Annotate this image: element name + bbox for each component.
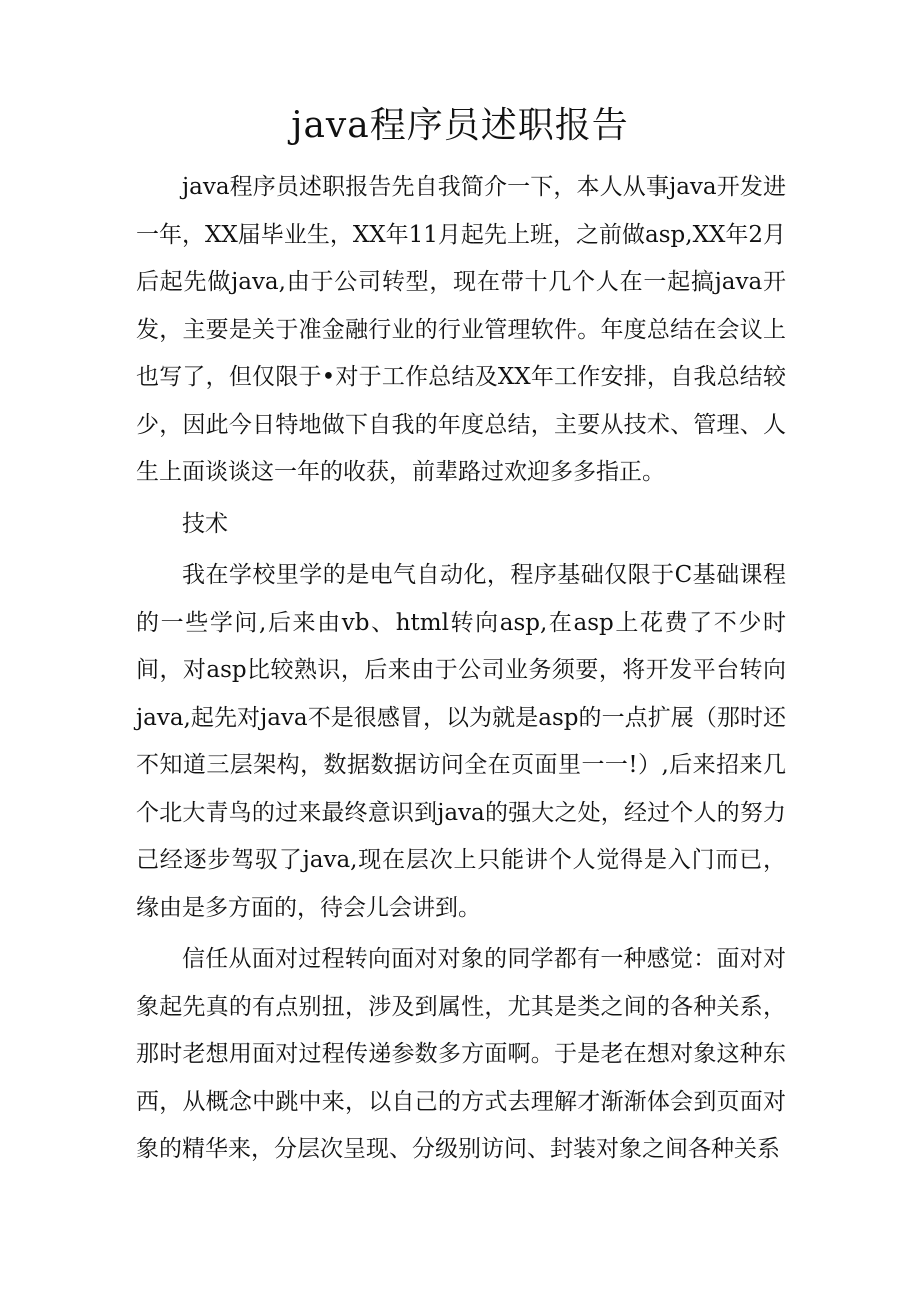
intro-paragraph: java程序员述职报告先自我简介一下，本人从事java开发进一年，XX届毕业生，XX年11月起先上班，之前做asp,XX年2月后起先做java,由于公司转型，现在带十几个人在一起搞java开发，主要是关于准金融行业的行业管理软件。年度总结在会议上也写了，但仅限于•对于工作总结及XX年工作安排，自我总结较少，因此今日特地做下自我的年度总结，主要从技术、管理、人生上面谈谈这一年的收获，前辈路过欢迎多多指正。 [136,174,786,485]
object-oriented-paragraph: 信任从面对过程转向面对对象的同学都有一种感觉：面对对象起先真的有点别扭，涉及到属性，尤其是类之间的各种关系，那时老想用面对过程传递参数多方面啊。于是老在想对象这种东西，从概念中跳中来，以自己的方式去理解才渐渐体会到页面对象的精华来，分层次呈现、分级别访问、封装对象之间各种关系 [136,946,786,1162]
document-body [136,164,786,1174]
document-title: java程序员述职报告 [291,105,629,146]
section-heading-technology: 技术 [182,510,228,537]
technology-paragraph: 我在学校里学的是电气自动化，程序基础仅限于C基础课程的一些学问,后来由vb、html转向asp,在asp上花费了不少时间，对asp比较熟识，后来由于公司业务须要，将开发平台转向java,起先对java不是很感冒，以为就是asp的一点扩展（那时还不知道三层架构，数据数据访问全在页面里一一!）,后来招来几个北大青鸟的过来最终意识到java的强大之处，经过个人的努力己经逐步驾驭了java,现在层次上只能讲个人觉得是入门而已，缘由是多方面的，待会儿会讲到。 [136,562,786,921]
